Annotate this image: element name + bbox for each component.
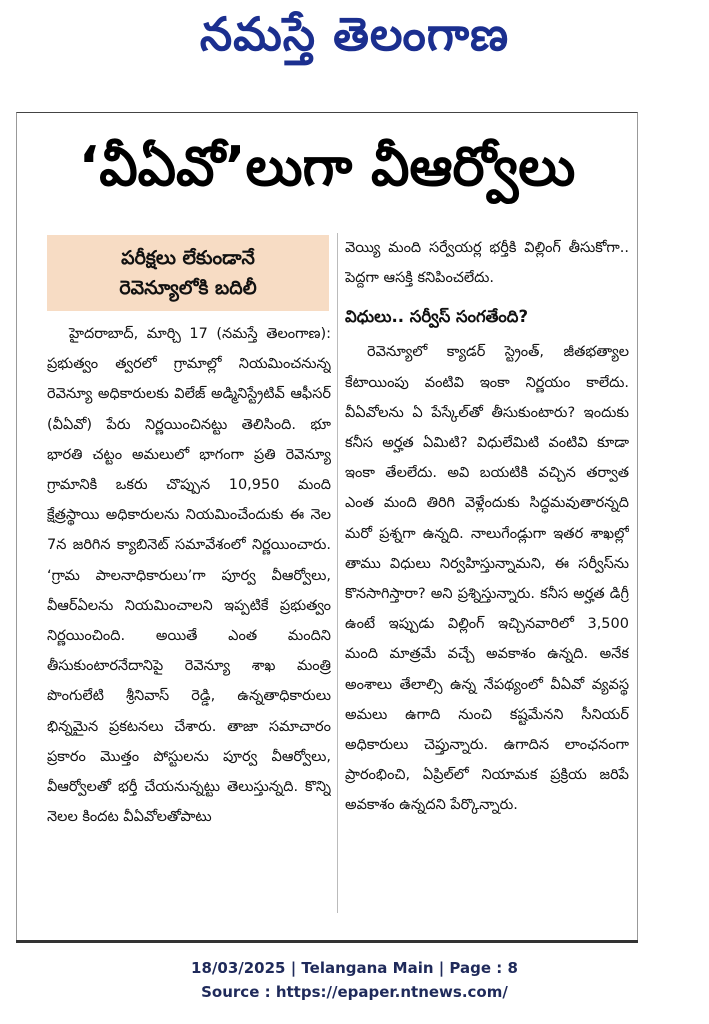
kicker-line-1: పరీక్షలు లేకుండానే [121, 247, 255, 269]
article-left-column [47, 319, 331, 919]
left-column-text: హైదరాబాద్, మార్చి 17 (నమస్తే తెలంగాణ): ప్రభుత్వం త్వరలో గ్రామాల్లో నియమించనున్న రెవెన్యూ అధికారులకు విలేజ్ అడ్మినిస్ట్రేటివ్ ఆఫీసర్ (వీఏవో) పేరు నిర్ణయించినట్టు తెలిసింది. భూ భారతి చట్టం అమలులో భాగంగా ప్రతి రెవెన్యూ గ్రామానికి ఒకరు చొప్పున 10,950 మంది క్షేత్రస్థాయి అధికారులను నియమించేందుకు ఈ నెల 7న జరిగిన క్యాబినెట్ సమావేశంలో నిర్ణయించారు. ‘గ్రామ పాలనాధికారులు’గా పూర్వ వీఆర్వోలు, వీఆర్ఏలను నియమించాలని ఇప్పటికే ప్రభుత్వం నిర్ణయించింది. అయితే ఎంత మందిని తీసుకుంటారనేదానిపై రెవెన్యూ శాఖ మంత్రి పొంగులేటి శ్రీనివాస్ రెడ్డి, ఉన్నతాధికారులు భిన్నమైన ప్రకటనలు చేశారు. తాజా సమాచారం ప్రకారం మొత్తం పోస్టులను పూర్వ వీఆర్వోలు, వీఆర్వోలతో భర్తీ చేయనున్నట్టు తెలుస్తున్నది. కొన్ని నెలల కిందట వీఏవోలతోపాటు [47, 326, 331, 826]
article-subheading: విధులు.. సర్వీస్ సంగతేంది? [345, 307, 529, 327]
article-right-column [345, 233, 629, 913]
kicker-line-2: రెవెన్యూలోకి బదిలీ [119, 277, 257, 299]
article-headline: ‘వీఏవో’లుగా వీఆర్వోలు [78, 134, 576, 198]
column-divider [337, 233, 338, 913]
footer-edition-line: 18/03/2025 | Telangana Main | Page : 8 [191, 959, 518, 977]
footer-source-line: Source : https://epaper.ntnews.com/ [201, 983, 508, 1001]
bottom-rule [16, 940, 638, 943]
newspaper-logo-title: నమస్తే తెలంగాణ [199, 7, 510, 61]
right-column-text: రెవెన్యూలో క్యాడర్ స్ట్రెంత్, జీతభత్యాల కేటాయింపు వంటివి ఇంకా నిర్ణయం కాలేదు. వీఏవోలను ఏ పేస్కేల్‌తో తీసుకుంటారు? ఇందుకు కనీస అర్హత ఏమిటి? విధులేమిటి వంటివి కూడా ఇంకా తేలలేదు. అవి బయటికి వచ్చిన తర్వాత ఎంత మంది తిరిగి వెళ్లేందుకు సిద్ధమవుతారన్నది మరో ప్రశ్నగా ఉన్నది. నాలుగేండ్లుగా ఇతర శాఖల్లో తాము విధులు నిర్వహిస్తున్నామని, ఈ సర్వీస్‌ను కొనసాగిస్తారా? అని ప్రశ్నిస్తున్నారు. కనీస అర్హత డిగ్రీ ఉంటే ఇప్పుడు విల్లింగ్ ఇచ్చినవారిలో 3,500 మంది మాత్రమే వచ్చే అవకాశం ఉన్నది. అనేక అంశాలు తేలాల్సి ఉన్న నేపథ్యంలో వీఏవో వ్యవస్థ అమలు ఉగాది నుంచి కష్టమేనని సీనియర్ అధికారులు చెప్తున్నారు. ఉగాదిన లాంఛనంగా ప్రారంభించి, ఏప్రిల్‌లో నియామక ప్రక్రియ జరిపే అవకాశం ఉన్నదని పేర్కొన్నారు. [345, 344, 629, 814]
right-column-intro: వెయ్యి మంది సర్వేయర్ల భర్తీకి విల్లింగ్ తీసుకోగా.. పెద్దగా ఆసక్తి కనిపించలేదు. [345, 240, 629, 287]
article-kicker-box [47, 235, 329, 311]
page-footer [0, 956, 709, 1004]
article-clipping [16, 112, 638, 942]
masthead [0, 0, 709, 80]
